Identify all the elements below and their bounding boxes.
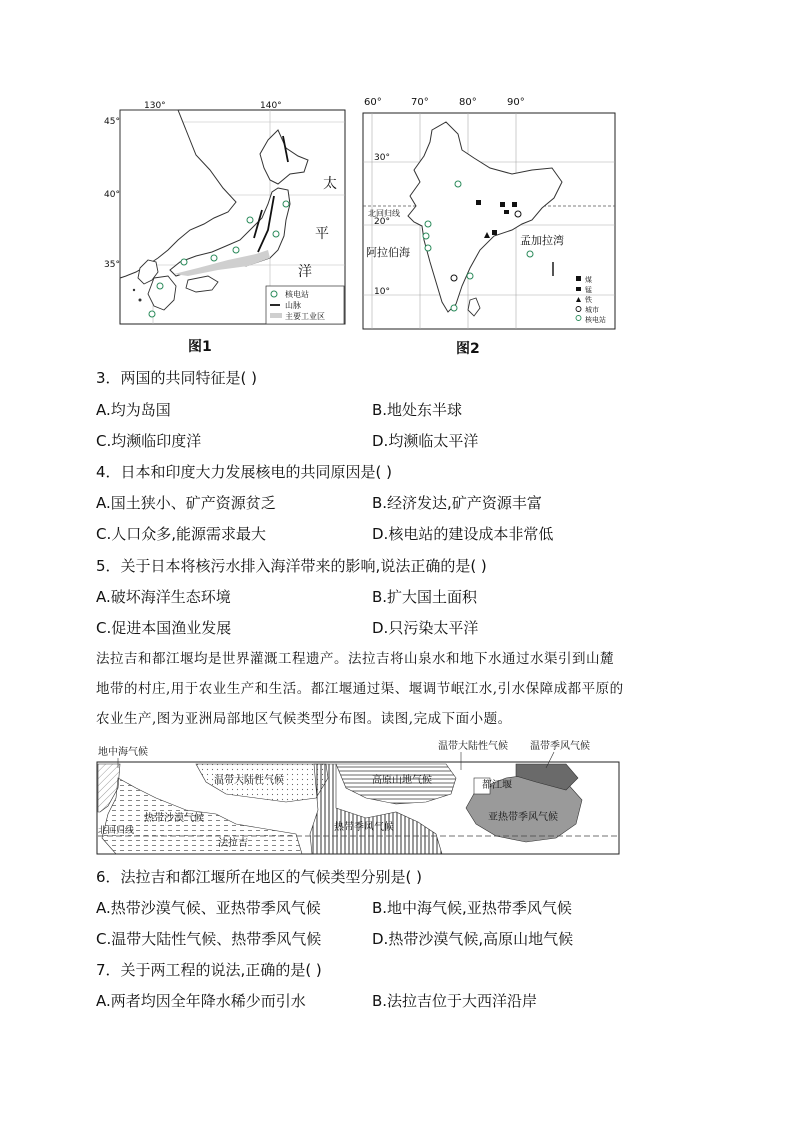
map1-legend-industry: 主要工业区 (285, 312, 325, 321)
japan-map (118, 100, 348, 328)
map2-caption: 图2 (456, 341, 480, 357)
climate-label-plateau: 高原山地气候 (372, 775, 432, 786)
india-map (362, 112, 618, 332)
climate-label-tropical-monsoon: 热带季风气候 (334, 822, 394, 833)
map1-ocean-char-2: 平 (315, 226, 329, 242)
question-4-option-b[interactable]: B.经济发达,矿产资源丰富 (372, 494, 542, 512)
climate-label-temperate-continental-top: 温带大陆性气候 (438, 741, 508, 752)
passage-line-3: 农业生产,图为亚洲局部地区气候类型分布图。读图,完成下面小题。 (96, 711, 512, 727)
question-5-option-b[interactable]: B.扩大国土面积 (372, 588, 478, 606)
question-3-option-a[interactable]: A.均为岛国 (96, 401, 171, 419)
map2-tropic-label: 北回归线 (368, 209, 400, 218)
question-3-option-b[interactable]: B.地处东半球 (372, 401, 463, 419)
map2-lat-10: 10° (374, 287, 390, 297)
question-4-option-d[interactable]: D.核电站的建设成本非常低 (372, 525, 554, 543)
map2-legend-city: 城市 (585, 306, 599, 314)
map2-lon-90: 90° (507, 97, 525, 108)
map2-lat-30: 30° (374, 153, 390, 163)
question-7-stem: 7．关于两工程的说法,正确的是( ) (96, 961, 322, 979)
question-4-option-c[interactable]: C.人口众多,能源需求最大 (96, 525, 267, 543)
map2-sea-right: 孟加拉湾 (520, 234, 564, 247)
question-7-option-a[interactable]: A.两者均因全年降水稀少而引水 (96, 992, 306, 1010)
question-3-stem: 3．两国的共同特征是( ) (96, 369, 258, 387)
map1-lon-140: 140° (260, 101, 282, 111)
climate-label-temperate-monsoon: 温带季风气候 (530, 741, 590, 752)
question-7-option-b[interactable]: B.法拉吉位于大西洋沿岸 (372, 992, 538, 1010)
question-6-option-a[interactable]: A.热带沙漠气候、亚热带季风气候 (96, 899, 321, 917)
map2-figure (362, 112, 618, 332)
map2-lon-60: 60° (364, 97, 382, 108)
map1-ocean-char-3: 洋 (298, 264, 312, 280)
passage-line-2: 地带的村庄,用于农业生产和生活。都江堰通过渠、堰调节岷江水,引水保障成都平原的 (96, 681, 624, 697)
map2-legend-manganese: 锰 (585, 286, 592, 294)
map1-ocean-char-1: 太 (323, 176, 337, 192)
map2-lat-20: 20° (374, 217, 390, 227)
map2-lon-80: 80° (459, 97, 477, 108)
map1-figure (118, 100, 348, 328)
question-6-option-d[interactable]: D.热带沙漠气候,高原山地气候 (372, 930, 574, 948)
climate-label-mediterranean: 地中海气候 (98, 747, 148, 758)
question-5-stem: 5．关于日本将核污水排入海洋带来的影响,说法正确的是( ) (96, 557, 487, 575)
map2-legend-iron: 铁 (585, 296, 592, 304)
question-6-stem: 6．法拉吉和都江堰所在地区的气候类型分别是( ) (96, 868, 423, 886)
climate-label-dujiangyan: 都江堰 (482, 780, 512, 791)
climate-label-tropical-desert: 热带沙漠气候 (144, 813, 204, 824)
question-5-option-d[interactable]: D.只污染太平洋 (372, 619, 479, 637)
climate-label-subtropical-monsoon: 亚热带季风气候 (488, 812, 558, 823)
passage-line-1: 法拉吉和都江堰均是世界灌溉工程遗产。法拉吉将山泉水和地下水通过水渠引到山麓 (96, 651, 614, 667)
map1-lon-130: 130° (144, 101, 166, 111)
question-3-option-d[interactable]: D.均濒临太平洋 (372, 432, 479, 450)
climate-label-falaji: 法拉吉 (218, 838, 248, 849)
map1-legend-nuclear: 核电站 (285, 290, 309, 299)
climate-map (96, 738, 622, 856)
question-3-option-c[interactable]: C.均濒临印度洋 (96, 432, 202, 450)
map1-lat-40: 40° (104, 190, 120, 200)
question-4-option-a[interactable]: A.国土狭小、矿产资源贫乏 (96, 494, 276, 512)
map2-legend-coal: 煤 (585, 276, 592, 284)
map1-lat-45: 45° (104, 117, 120, 127)
question-4-stem: 4．日本和印度大力发展核电的共同原因是( ) (96, 463, 393, 481)
question-6-option-b[interactable]: B.地中海气候,亚热带季风气候 (372, 899, 572, 917)
map2-lon-70: 70° (411, 97, 429, 108)
question-5-option-a[interactable]: A.破坏海洋生态环境 (96, 588, 231, 606)
climate-map-svg (96, 738, 622, 856)
map2-sea-left: 阿拉伯海 (366, 246, 410, 259)
climate-label-temperate-continental: 温带大陆性气候 (214, 775, 284, 786)
map1-caption: 图1 (188, 339, 212, 355)
map2-legend-nuclear: 核电站 (585, 316, 606, 324)
question-6-option-c[interactable]: C.温带大陆性气候、热带季风气候 (96, 930, 322, 948)
map1-lat-35: 35° (104, 260, 120, 270)
map1-legend-mountain: 山脉 (285, 301, 301, 310)
climate-label-tropic: 北回归线 (98, 826, 135, 836)
question-5-option-c[interactable]: C.促进本国渔业发展 (96, 619, 232, 637)
